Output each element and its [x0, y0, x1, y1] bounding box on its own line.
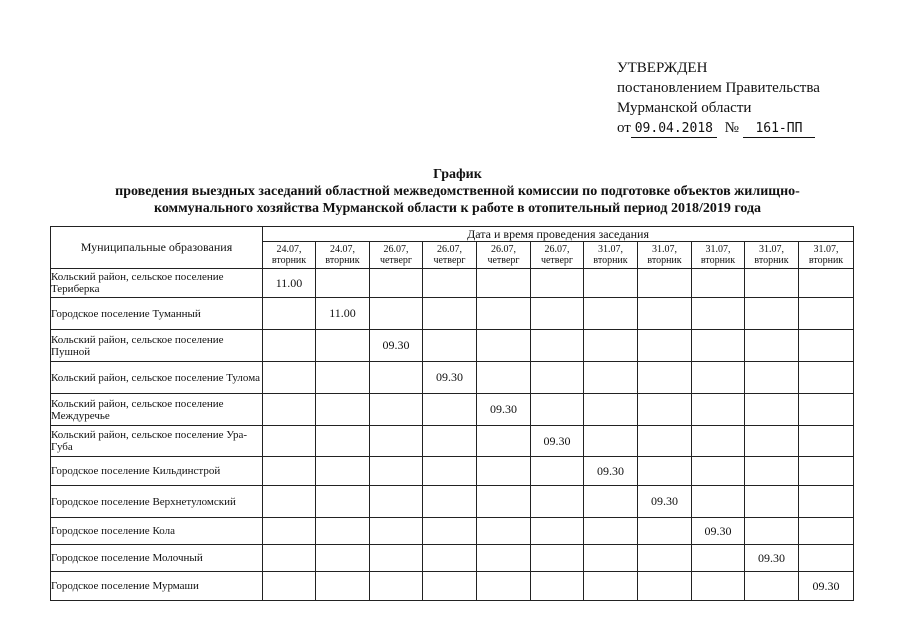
- meeting-time-cell: [531, 394, 584, 426]
- meeting-time-cell: [638, 269, 692, 298]
- meeting-time-cell: [477, 572, 531, 601]
- meeting-time-cell: [584, 394, 638, 426]
- meeting-time-cell: [423, 518, 477, 545]
- municipality-name: Кольский район, сельское поселение Ура-Губа: [51, 426, 263, 457]
- meeting-time-cell: [423, 426, 477, 457]
- date-column-header: [316, 242, 370, 269]
- approval-date: 09.04.2018: [631, 121, 717, 138]
- column-date: 31.07,: [598, 244, 623, 255]
- meeting-time-cell: [263, 394, 316, 426]
- meeting-time-cell: [745, 394, 799, 426]
- municipality-column-header: Муниципальные образования: [51, 227, 263, 269]
- meeting-time-cell: [370, 298, 423, 330]
- municipality-name: Городское поселение Туманный: [51, 298, 263, 330]
- meeting-time-cell: 11.00: [263, 269, 316, 298]
- meeting-time-cell: [263, 330, 316, 362]
- meeting-time-cell: [799, 269, 854, 298]
- title-subtitle-line2: коммунального хозяйства Мурманской области к работе в отопительный период 2018/2019 года: [153, 201, 762, 216]
- municipality-name: Городское поселение Кильдинстрой: [51, 457, 263, 486]
- table-row: [51, 486, 854, 518]
- table-body: [51, 269, 854, 601]
- meeting-time-cell: [638, 545, 692, 572]
- meeting-time-cell: 11.00: [316, 298, 370, 330]
- meeting-time-cell: [799, 362, 854, 394]
- meeting-time-cell: [638, 330, 692, 362]
- meeting-time-cell: [745, 362, 799, 394]
- meeting-time-cell: 09.30: [745, 545, 799, 572]
- column-weekday: вторник: [271, 255, 307, 266]
- approval-region: Мурманской области: [617, 100, 752, 116]
- meeting-time-cell: [477, 298, 531, 330]
- meeting-time-cell: [316, 362, 370, 394]
- meeting-time-cell: [316, 486, 370, 518]
- table-row: [51, 394, 854, 426]
- meeting-time-cell: [745, 426, 799, 457]
- meeting-time-cell: [263, 486, 316, 518]
- meeting-time-cell: [477, 362, 531, 394]
- approval-issuer: постановлением Правительства: [617, 80, 820, 96]
- meeting-time-cell: 09.30: [423, 362, 477, 394]
- meeting-time-cell: [584, 518, 638, 545]
- meeting-time-cell: [263, 545, 316, 572]
- date-column-header: [423, 242, 477, 269]
- meeting-time-cell: [745, 572, 799, 601]
- meeting-time-cell: [531, 545, 584, 572]
- meeting-time-cell: [423, 269, 477, 298]
- meeting-time-cell: 09.30: [531, 426, 584, 457]
- meeting-time-cell: [423, 457, 477, 486]
- approval-number: 161-ПП: [743, 121, 815, 138]
- title-main: График: [433, 167, 482, 182]
- meeting-time-cell: [745, 330, 799, 362]
- column-date: 31.07,: [759, 244, 784, 255]
- meeting-time-cell: [799, 518, 854, 545]
- meeting-time-cell: 09.30: [692, 518, 745, 545]
- date-column-header: [745, 242, 799, 269]
- meeting-time-cell: [692, 572, 745, 601]
- meeting-time-cell: [745, 486, 799, 518]
- table-row: [51, 298, 854, 330]
- table-row: [51, 426, 854, 457]
- meeting-time-cell: [531, 572, 584, 601]
- meeting-time-cell: [531, 486, 584, 518]
- date-column-header: [638, 242, 692, 269]
- meeting-time-cell: [370, 572, 423, 601]
- meeting-time-cell: [584, 330, 638, 362]
- document-title: [40, 166, 875, 217]
- meeting-time-cell: [531, 457, 584, 486]
- meeting-time-cell: [692, 486, 745, 518]
- meeting-time-cell: [370, 362, 423, 394]
- approval-date-line: [617, 118, 820, 138]
- meeting-time-cell: [316, 572, 370, 601]
- column-weekday: вторник: [593, 255, 628, 266]
- date-column-header: [799, 242, 854, 269]
- meeting-time-cell: [263, 457, 316, 486]
- municipality-name: Городское поселение Кола: [51, 518, 263, 545]
- meeting-time-cell: [692, 330, 745, 362]
- meeting-time-cell: [638, 457, 692, 486]
- meeting-time-cell: [692, 298, 745, 330]
- meeting-time-cell: [745, 269, 799, 298]
- municipality-name: Городское поселение Верхнетуломский: [51, 486, 263, 518]
- meeting-time-cell: [692, 545, 745, 572]
- municipality-name: Городское поселение Молочный: [51, 545, 263, 572]
- meeting-time-cell: [370, 518, 423, 545]
- approval-title: УТВЕРЖДЕН: [617, 60, 708, 76]
- meeting-time-cell: [745, 298, 799, 330]
- meeting-time-cell: [531, 269, 584, 298]
- meeting-time-cell: [799, 545, 854, 572]
- meeting-time-cell: [638, 572, 692, 601]
- municipality-name: Кольский район, сельское поселение Териберка: [51, 269, 263, 298]
- column-weekday: четверг: [433, 255, 466, 266]
- schedule-table: [50, 226, 854, 601]
- approval-stamp: [617, 58, 820, 138]
- municipality-name: Кольский район, сельское поселение Междуречье: [51, 394, 263, 426]
- meeting-time-cell: [263, 572, 316, 601]
- date-column-header: [370, 242, 423, 269]
- meeting-time-cell: [799, 394, 854, 426]
- meeting-time-cell: 09.30: [584, 457, 638, 486]
- column-date: 31.07,: [705, 244, 731, 255]
- table-row: [51, 457, 854, 486]
- meeting-time-cell: 09.30: [638, 486, 692, 518]
- meeting-time-cell: [799, 457, 854, 486]
- meeting-time-cell: [477, 545, 531, 572]
- meeting-time-cell: [584, 486, 638, 518]
- meeting-time-cell: [799, 426, 854, 457]
- meeting-time-cell: [477, 518, 531, 545]
- meeting-time-cell: [316, 269, 370, 298]
- meeting-time-cell: [799, 486, 854, 518]
- meeting-time-cell: [531, 330, 584, 362]
- approval-number-sign: №: [724, 120, 739, 136]
- meeting-time-cell: [799, 330, 854, 362]
- meeting-time-cell: [477, 486, 531, 518]
- municipality-name: Городское поселение Мурмаши: [51, 572, 263, 601]
- meeting-time-cell: [263, 426, 316, 457]
- meeting-time-cell: [370, 457, 423, 486]
- meeting-time-cell: [638, 362, 692, 394]
- meeting-time-cell: [477, 330, 531, 362]
- meeting-time-cell: [584, 572, 638, 601]
- meeting-time-cell: [477, 269, 531, 298]
- meeting-time-cell: [638, 426, 692, 457]
- meeting-time-cell: [638, 518, 692, 545]
- meeting-time-cell: [692, 362, 745, 394]
- meeting-time-cell: [692, 394, 745, 426]
- meeting-time-cell: [584, 298, 638, 330]
- meeting-time-cell: [370, 545, 423, 572]
- meeting-time-cell: [370, 269, 423, 298]
- column-date: 24.07,: [330, 244, 355, 255]
- meeting-time-cell: [692, 269, 745, 298]
- meeting-time-cell: [423, 298, 477, 330]
- meeting-time-cell: [584, 426, 638, 457]
- meeting-time-cell: [370, 394, 423, 426]
- municipality-name: Кольский район, сельское поселение Пушной: [51, 330, 263, 362]
- column-weekday: вторник: [647, 255, 682, 266]
- column-date: 31.07,: [652, 244, 677, 255]
- meeting-time-cell: [745, 518, 799, 545]
- column-date: 24.07,: [276, 244, 302, 255]
- column-weekday: четверг: [487, 255, 520, 266]
- meeting-time-cell: [263, 298, 316, 330]
- meeting-time-cell: [263, 518, 316, 545]
- meeting-time-cell: [316, 545, 370, 572]
- meeting-time-cell: 09.30: [799, 572, 854, 601]
- meeting-time-cell: [423, 394, 477, 426]
- meeting-time-cell: [316, 330, 370, 362]
- table-header: [51, 227, 854, 269]
- meeting-time-cell: 09.30: [477, 394, 531, 426]
- meeting-time-cell: [692, 426, 745, 457]
- meeting-time-cell: [423, 572, 477, 601]
- municipality-name: Кольский район, сельское поселение Тулома: [51, 362, 263, 394]
- meeting-time-cell: [531, 362, 584, 394]
- table-row: [51, 362, 854, 394]
- approval-from-label: от: [617, 120, 631, 136]
- meeting-time-cell: [316, 426, 370, 457]
- table-row: [51, 572, 854, 601]
- date-time-header: Дата и время проведения заседания: [263, 227, 854, 242]
- meeting-time-cell: [423, 330, 477, 362]
- meeting-time-cell: [370, 486, 423, 518]
- meeting-time-cell: [423, 486, 477, 518]
- meeting-time-cell: [584, 362, 638, 394]
- meeting-time-cell: [531, 298, 584, 330]
- date-column-header: [692, 242, 745, 269]
- meeting-time-cell: 09.30: [370, 330, 423, 362]
- meeting-time-cell: [531, 518, 584, 545]
- column-weekday: вторник: [808, 255, 844, 266]
- date-column-header: [477, 242, 531, 269]
- column-date: 26.07,: [383, 244, 409, 255]
- meeting-time-cell: [477, 426, 531, 457]
- meeting-time-cell: [638, 298, 692, 330]
- date-column-header: [584, 242, 638, 269]
- meeting-time-cell: [370, 426, 423, 457]
- meeting-time-cell: [692, 457, 745, 486]
- table-row: [51, 518, 854, 545]
- meeting-time-cell: [263, 362, 316, 394]
- meeting-time-cell: [584, 545, 638, 572]
- column-weekday: вторник: [325, 255, 360, 266]
- column-weekday: четверг: [540, 255, 574, 266]
- date-column-header: [531, 242, 584, 269]
- meeting-time-cell: [316, 457, 370, 486]
- meeting-time-cell: [477, 457, 531, 486]
- column-date: 26.07,: [544, 244, 570, 255]
- column-date: 26.07,: [437, 244, 462, 255]
- meeting-time-cell: [584, 269, 638, 298]
- meeting-time-cell: [745, 457, 799, 486]
- meeting-time-cell: [799, 298, 854, 330]
- column-weekday: четверг: [379, 255, 413, 266]
- meeting-time-cell: [638, 394, 692, 426]
- table-row: [51, 269, 854, 298]
- column-weekday: вторник: [700, 255, 736, 266]
- title-subtitle-line1: проведения выездных заседаний областной межведомственной комиссии по подготовке объектов жилищно-: [115, 184, 800, 199]
- date-column-header: [263, 242, 316, 269]
- column-weekday: вторник: [754, 255, 789, 266]
- column-date: 26.07,: [491, 244, 516, 255]
- meeting-time-cell: [316, 518, 370, 545]
- meeting-time-cell: [316, 394, 370, 426]
- meeting-time-cell: [423, 545, 477, 572]
- column-date: 31.07,: [813, 244, 839, 255]
- table-row: [51, 330, 854, 362]
- table-row: [51, 545, 854, 572]
